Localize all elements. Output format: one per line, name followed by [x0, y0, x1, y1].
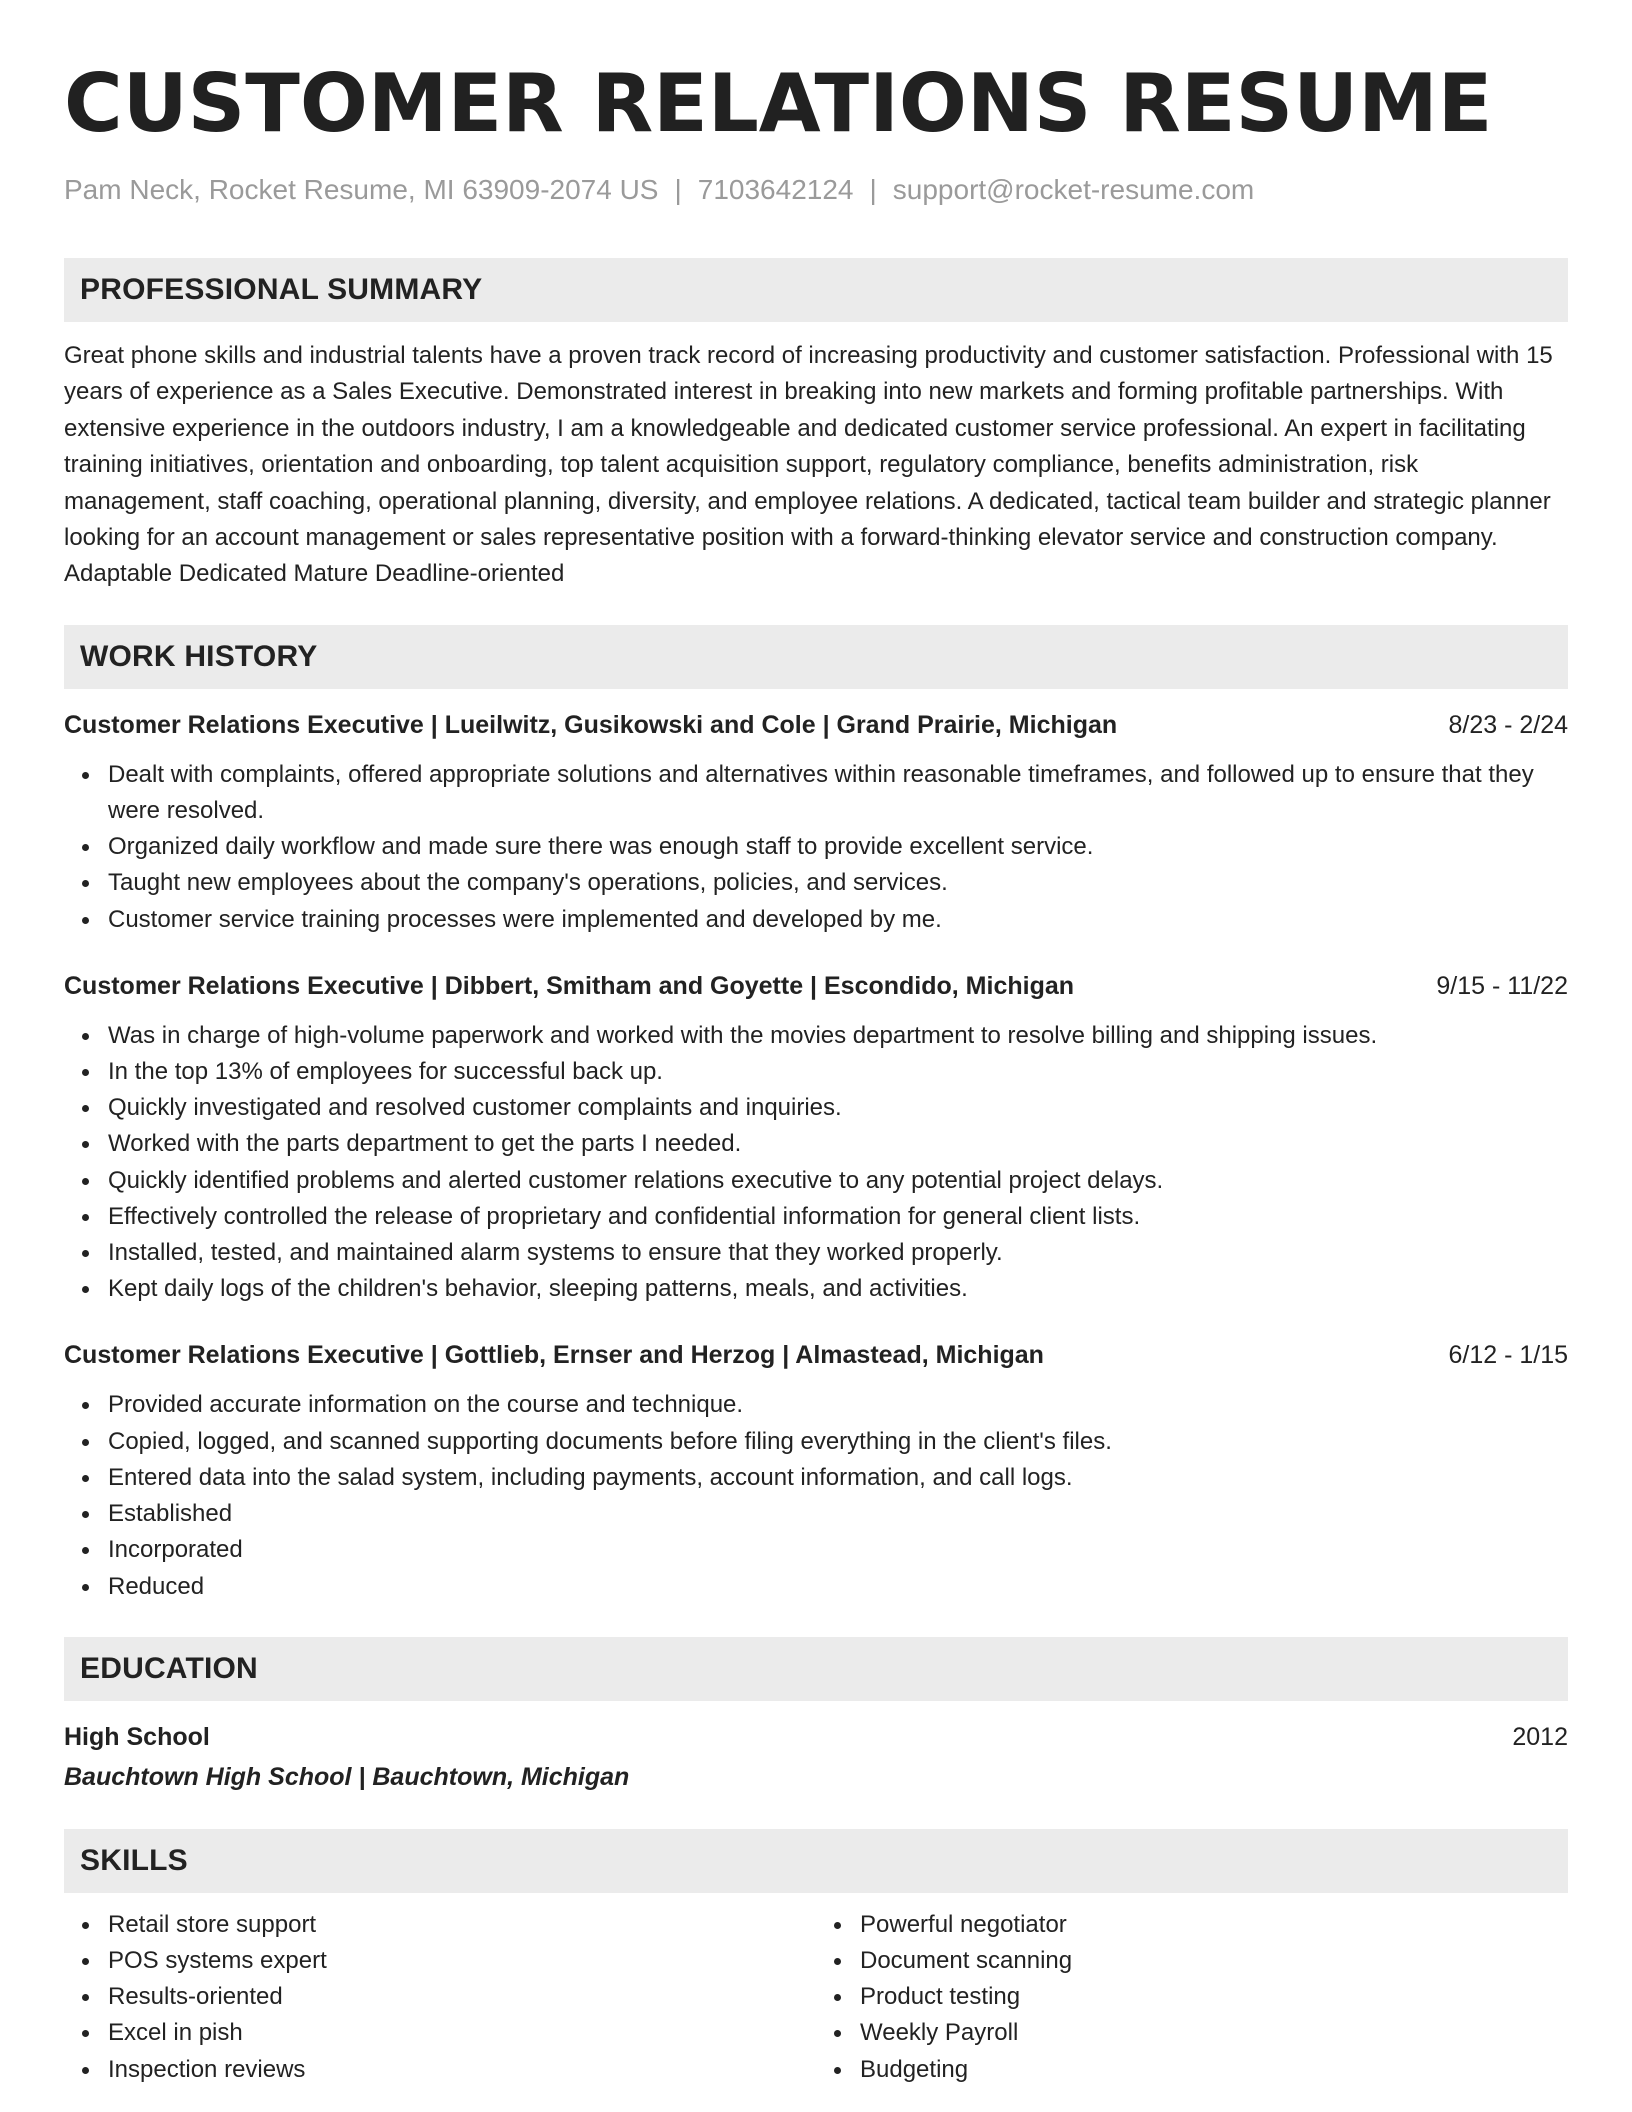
job-header — [64, 968, 1568, 1004]
job-bullet: Kept daily logs of the children's behavior, sleeping patterns, meals, and activities. — [108, 1271, 1568, 1307]
skill-item: Retail store support — [108, 1907, 816, 1943]
contact-line — [64, 170, 1568, 210]
job-bullets — [64, 1018, 1568, 1308]
job-bullet: Quickly identified problems and alerted customer relations executive to any potential project delays. — [108, 1163, 1568, 1199]
job-bullet: Organized daily workflow and made sure there was enough staff to provide excellent service. — [108, 829, 1568, 865]
job-bullet: Copied, logged, and scanned supporting documents before filing everything in the client's files. — [108, 1424, 1568, 1460]
contact-phone: 7103642124 — [697, 174, 854, 205]
skills-columns — [64, 1907, 1568, 2088]
job-title: Customer Relations Executive | Lueilwitz, Gusikowski and Cole | Grand Prairie, Michigan — [64, 710, 1118, 739]
skill-item: Inspection reviews — [108, 2052, 816, 2088]
skill-item: Budgeting — [860, 2052, 1568, 2088]
resume-title: CUSTOMER RELATIONS RESUME — [64, 57, 1493, 150]
job-header — [64, 1337, 1568, 1373]
job-bullet: Customer service training processes were implemented and developed by me. — [108, 902, 1568, 938]
section-header-skills: SKILLS — [64, 1829, 1568, 1893]
job-bullets — [64, 757, 1568, 938]
job-title: Customer Relations Executive | Dibbert, Smitham and Goyette | Escondido, Michigan — [64, 971, 1075, 1000]
skill-item: Powerful negotiator — [860, 1907, 1568, 1943]
section-header-work-history: WORK HISTORY — [64, 625, 1568, 689]
job-bullet: Provided accurate information on the course and technique. — [108, 1387, 1568, 1423]
education-header — [64, 1719, 1568, 1755]
education-degree: High School — [64, 1722, 210, 1751]
job-bullet: Established — [108, 1496, 1568, 1532]
skill-item: Results-oriented — [108, 1979, 816, 2015]
skills-list-left — [64, 1907, 816, 2088]
skill-item: Product testing — [860, 1979, 1568, 2015]
section-header-summary: PROFESSIONAL SUMMARY — [64, 258, 1568, 322]
skill-item: Weekly Payroll — [860, 2015, 1568, 2051]
job-bullet: Taught new employees about the company's operations, policies, and services. — [108, 865, 1568, 901]
job-bullet: Was in charge of high-volume paperwork and worked with the movies department to resolve billing and shipping issues. — [108, 1018, 1568, 1054]
job-bullet: Worked with the parts department to get the parts I needed. — [108, 1126, 1568, 1162]
job-bullet: Quickly investigated and resolved customer complaints and inquiries. — [108, 1090, 1568, 1126]
job-dates: 6/12 - 1/15 — [1448, 1341, 1568, 1370]
job-dates: 9/15 - 11/22 — [1436, 971, 1568, 1000]
contact-separator: | — [674, 174, 682, 205]
skills-list-right — [816, 1907, 1568, 2088]
job-dates: 8/23 - 2/24 — [1448, 710, 1568, 739]
job-bullets — [64, 1387, 1568, 1604]
skill-item: POS systems expert — [108, 1943, 816, 1979]
summary-text: Great phone skills and industrial talents have a proven track record of increasing productivity and customer satisfaction. Professional with 15 years of experience as a Sales Executive. Demonstrated interest in breaking into new markets and forming profitable partnerships. With extensive experience in the outdoors industry, I am a knowledgeable and dedicated customer service professional. An expert in facilitating training initiatives, orientation and onboarding, top talent acquisition support, regulatory compliance, benefits administration, risk management, staff coaching, operational planning, diversity, and employee relations. A dedicated, tactical team builder and strategic planner looking for an account management or sales representative position with a forward-thinking elevator service and construction company. Adaptable Dedicated Mature Deadline-oriented — [64, 342, 1553, 588]
education-year: 2012 — [1512, 1722, 1568, 1751]
job-entry — [64, 1337, 1568, 1604]
job-bullet: Reduced — [108, 1569, 1568, 1605]
job-bullet: Installed, tested, and maintained alarm systems to ensure that they worked properly. — [108, 1235, 1568, 1271]
job-bullet: Effectively controlled the release of proprietary and confidential information for general client lists. — [108, 1199, 1568, 1235]
skill-item: Excel in pish — [108, 2015, 816, 2051]
job-header — [64, 707, 1568, 743]
education-school: Bauchtown High School | Bauchtown, Michigan — [64, 1762, 630, 1791]
contact-email: support@rocket-resume.com — [892, 174, 1255, 205]
job-bullet: Incorporated — [108, 1532, 1568, 1568]
job-bullet: Dealt with complaints, offered appropriate solutions and alternatives within reasonable timeframes, and followed up to ensure that they were resolved. — [108, 757, 1568, 829]
job-bullet: Entered data into the salad system, including payments, account information, and call logs. — [108, 1460, 1568, 1496]
job-entry — [64, 707, 1568, 938]
contact-address: Pam Neck, Rocket Resume, MI 63909-2074 US — [64, 174, 659, 205]
skill-item: Document scanning — [860, 1943, 1568, 1979]
section-header-education: EDUCATION — [64, 1637, 1568, 1701]
contact-separator: | — [869, 174, 877, 205]
job-entry — [64, 968, 1568, 1308]
job-title: Customer Relations Executive | Gottlieb, Ernser and Herzog | Almastead, Michigan — [64, 1341, 1044, 1370]
job-bullet: In the top 13% of employees for successful back up. — [108, 1054, 1568, 1090]
